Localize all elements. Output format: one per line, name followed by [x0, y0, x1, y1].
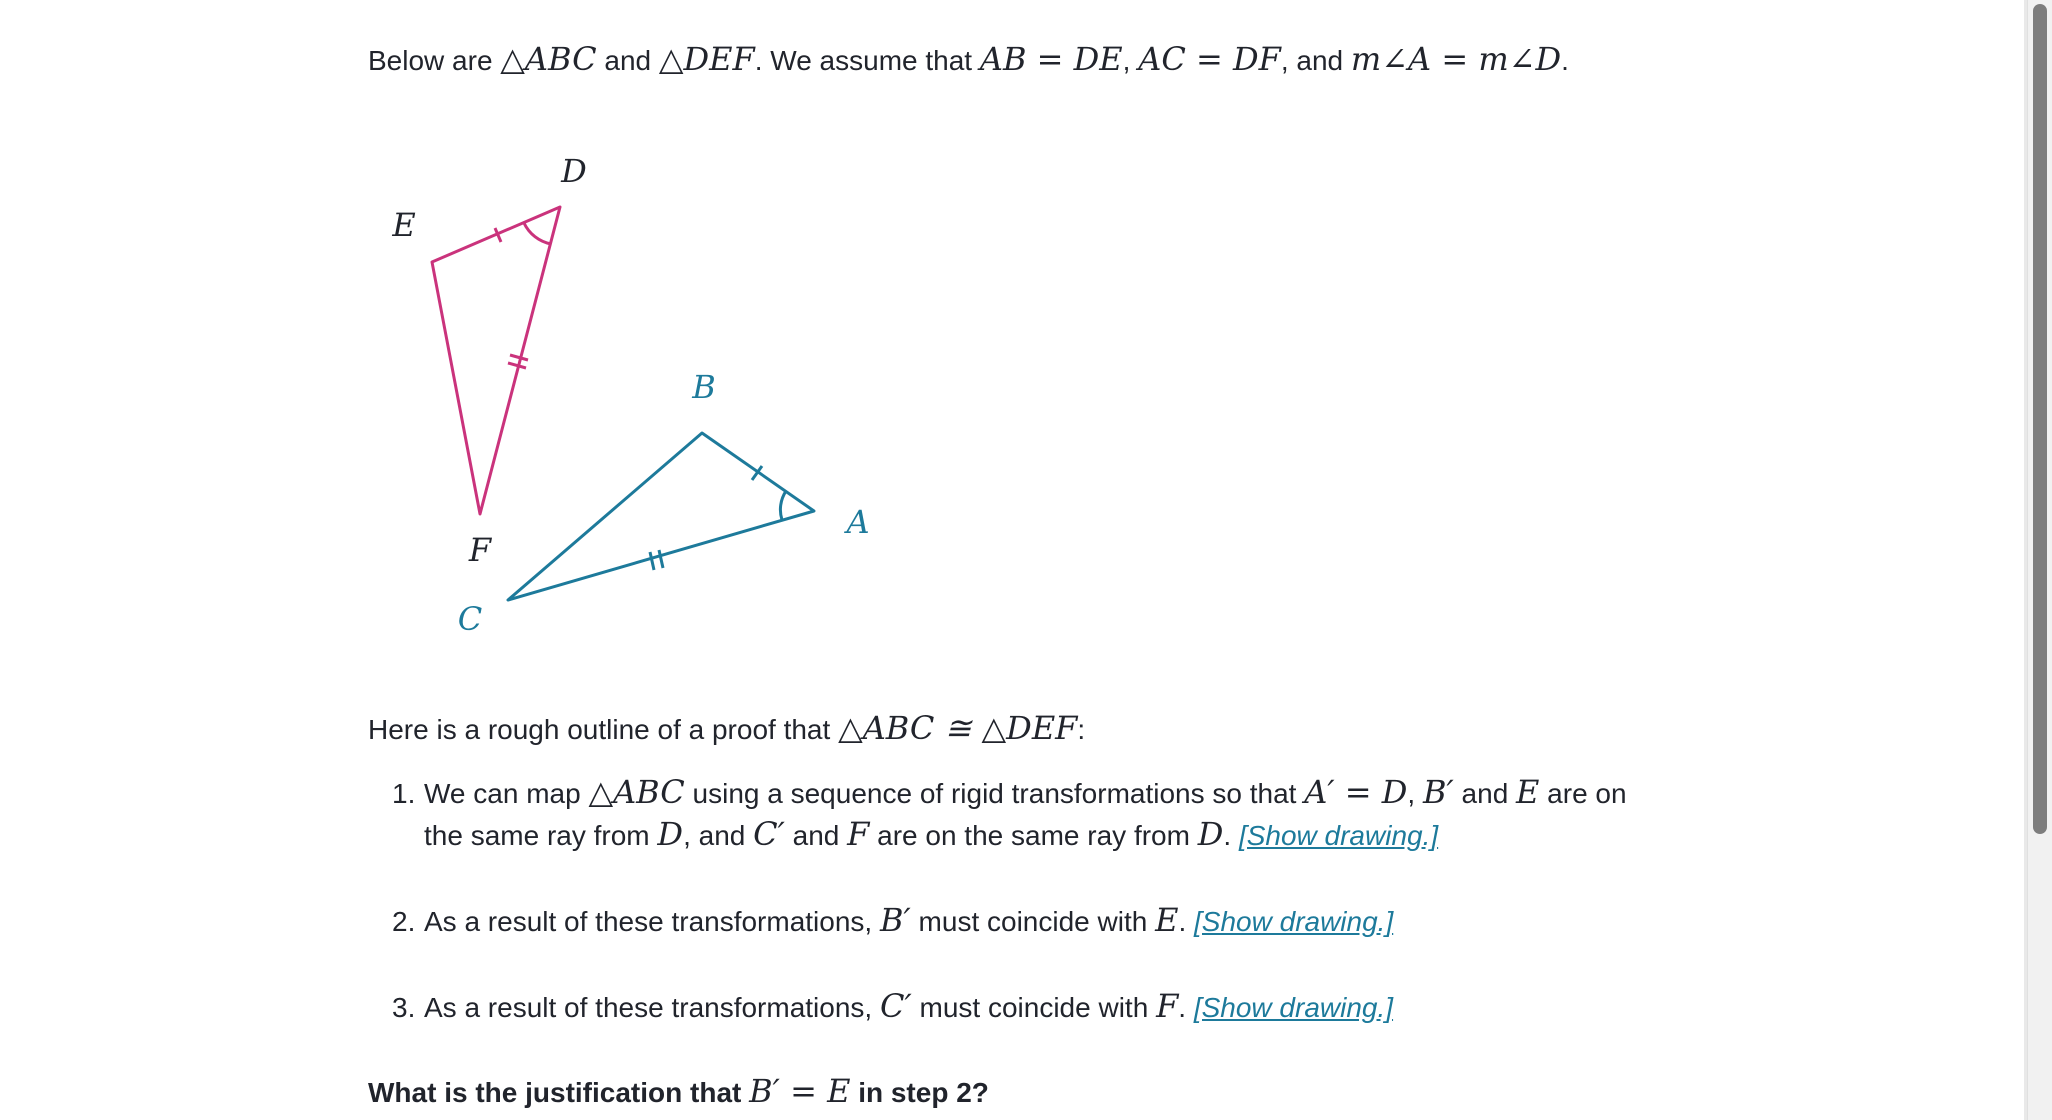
step-text: , and	[683, 820, 754, 851]
step-text: We can map	[424, 778, 589, 809]
step-text: are on the same ray from	[869, 820, 1198, 851]
angle-arc-a	[780, 491, 786, 520]
triangle-abc-outline	[508, 433, 814, 600]
outline-text: :	[1077, 714, 1086, 745]
step-number: 3.	[392, 992, 416, 1023]
math-equation: AC = DF	[1138, 40, 1281, 78]
step-text: .	[1178, 992, 1194, 1023]
step-text: must coincide with	[911, 992, 1157, 1023]
math-expression: D	[657, 815, 684, 853]
proof-step-3	[392, 985, 1393, 1029]
math-expression: △ABC	[588, 773, 685, 811]
triangle-abc	[508, 433, 814, 600]
scrollbar[interactable]	[2027, 0, 2052, 1120]
step-text: .	[1178, 906, 1195, 937]
intro-text: Below are	[368, 45, 501, 76]
triangles-figure	[368, 140, 928, 660]
math-expression: E	[1516, 773, 1540, 811]
outline-paragraph	[368, 707, 1085, 751]
math-expression: B′	[1422, 773, 1454, 811]
label-f: F	[468, 531, 492, 569]
proof-step-1-line-2	[424, 813, 1438, 857]
math-expression: B′	[879, 901, 911, 939]
step-text: .	[1223, 820, 1239, 851]
step-text: using a sequence of rigid transformations so that	[684, 778, 1305, 809]
step-text: As a result of these transformations,	[424, 992, 880, 1023]
intro-text: , and	[1280, 45, 1351, 76]
question-text: What is the justification that	[368, 1077, 750, 1108]
step-text: and	[784, 820, 848, 851]
triangle-def	[432, 207, 560, 514]
step-text: ,	[1407, 778, 1423, 809]
math-expression: C′	[753, 815, 785, 853]
label-a: A	[846, 503, 870, 541]
math-expression: E	[1155, 901, 1179, 939]
tick-mark-ac-1	[650, 552, 654, 570]
math-triangle-def: △DEF	[658, 40, 755, 78]
intro-text: . We assume that	[754, 45, 980, 76]
triangle-def-outline	[432, 207, 560, 514]
math-expression: F	[847, 815, 870, 853]
math-expression: D	[1197, 815, 1224, 853]
label-e: E	[392, 206, 416, 244]
step-text: and	[1453, 778, 1517, 809]
scrollbar-thumb[interactable]	[2033, 4, 2047, 834]
question-prompt	[368, 1070, 989, 1114]
label-c: C	[457, 600, 483, 638]
math-expression: C′	[879, 987, 912, 1025]
show-drawing-link-2[interactable]: [Show drawing.]	[1194, 906, 1394, 937]
step-text: the same ray from	[424, 820, 658, 851]
math-triangle-abc: △ABC	[500, 40, 597, 78]
proof-step-2	[392, 899, 1393, 943]
intro-paragraph	[368, 38, 1569, 82]
step-text: As a result of these transformations,	[424, 906, 880, 937]
step-number: 1.	[392, 778, 416, 809]
math-expression: F	[1156, 987, 1179, 1025]
label-b: B	[692, 368, 716, 406]
show-drawing-link-1[interactable]: [Show drawing.]	[1238, 820, 1439, 851]
step-number: 2.	[392, 906, 416, 937]
intro-text: and	[596, 45, 659, 76]
intro-text: .	[1561, 45, 1569, 76]
step-text: are on	[1539, 778, 1627, 809]
math-expression: B′ = E	[749, 1072, 851, 1110]
proof-step-1	[392, 771, 1627, 815]
label-d: D	[561, 152, 587, 190]
angle-arc-d	[524, 223, 551, 244]
math-congruence: △ABC ≅ △DEF	[838, 709, 1078, 747]
outline-text: Here is a rough outline of a proof that	[368, 714, 839, 745]
math-expression: A′ = D	[1304, 773, 1408, 811]
question-text: in step 2?	[850, 1077, 989, 1108]
show-drawing-link-3[interactable]: [Show drawing.]	[1193, 992, 1394, 1023]
tick-mark-ac-2	[659, 550, 663, 568]
intro-text: ,	[1122, 45, 1139, 76]
step-text: must coincide with	[910, 906, 1156, 937]
math-equation: AB = DE	[979, 40, 1123, 78]
math-equation: m∠A = m∠D	[1350, 40, 1562, 78]
